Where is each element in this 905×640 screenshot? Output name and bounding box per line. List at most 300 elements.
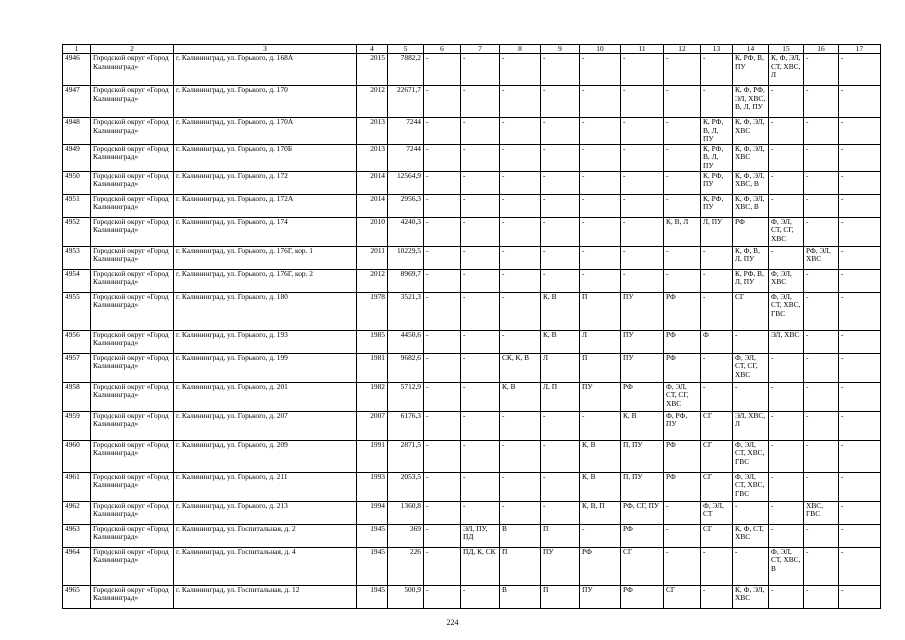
col-header: 7: [461, 45, 500, 54]
table-cell: -: [664, 524, 701, 547]
table-cell: -: [701, 292, 733, 330]
table-cell: г. Калининград, ул. Горького, д. 180: [174, 292, 357, 330]
table-row: [63, 524, 881, 547]
table-cell: К, В, Л: [664, 217, 701, 246]
table-cell: В: [500, 524, 541, 547]
table-cell: -: [500, 292, 541, 330]
table-cell: -: [500, 86, 541, 118]
table-cell: К, Ф, ЭЛ, ХВС: [733, 144, 769, 171]
table-cell: -: [621, 194, 664, 217]
table-cell: -: [424, 501, 461, 524]
table-cell: -: [461, 585, 500, 608]
table-cell: 2011: [357, 246, 388, 269]
table-cell: 2014: [357, 194, 388, 217]
table-cell: г. Калининград, ул. Горького, д. 168А: [174, 54, 357, 86]
table-cell: СГ: [701, 440, 733, 472]
table-cell: СГ: [701, 472, 733, 501]
table-cell: -: [424, 54, 461, 86]
table-cell: 1981: [357, 353, 388, 382]
table-cell: -: [839, 246, 881, 269]
table-cell: г. Калининград, ул. Горького, д. 207: [174, 411, 357, 440]
table-cell: Городской округ «Город Калининград»: [91, 330, 174, 353]
table-cell: ПУ: [541, 547, 580, 585]
table-cell: Л, П: [541, 382, 580, 411]
table-cell: СГ: [701, 411, 733, 440]
table-cell: РФ, СГ, ПУ: [621, 501, 664, 524]
table-cell: -: [701, 86, 733, 118]
table-cell: -: [500, 411, 541, 440]
table-cell: -: [769, 585, 804, 608]
table-cell: -: [839, 353, 881, 382]
col-header: 4: [357, 45, 388, 54]
header-row: [63, 45, 881, 54]
table-cell: 2014: [357, 171, 388, 194]
table-cell: 4947: [63, 86, 91, 118]
table-cell: РФ, ЭЛ, ХВС: [804, 246, 839, 269]
table-cell: 7882,2: [388, 54, 424, 86]
table-cell: -: [804, 330, 839, 353]
table-header: [63, 45, 881, 54]
table-cell: К, Ф, СТ, ХВС: [733, 524, 769, 547]
table-cell: -: [580, 411, 621, 440]
table-cell: -: [580, 269, 621, 292]
table-cell: ПУ: [621, 292, 664, 330]
table-cell: -: [839, 194, 881, 217]
table-cell: -: [839, 330, 881, 353]
table-cell: -: [424, 144, 461, 171]
table-cell: -: [839, 118, 881, 145]
table-cell: Ф, ЭЛ, СТ, ХВС, ГВС: [769, 292, 804, 330]
table-row: [63, 382, 881, 411]
table-cell: -: [424, 472, 461, 501]
table-cell: -: [424, 585, 461, 608]
table-cell: -: [804, 382, 839, 411]
table-cell: -: [461, 353, 500, 382]
table-cell: -: [461, 501, 500, 524]
table-cell: Ф, ЭЛ, СТ, СГ, ХВС: [769, 217, 804, 246]
table-body: [63, 54, 881, 609]
table-cell: -: [580, 524, 621, 547]
table-cell: -: [769, 246, 804, 269]
table-cell: г. Калининград, ул. Горького, д. 176Г, кор. 2: [174, 269, 357, 292]
table-cell: П: [580, 292, 621, 330]
table-cell: г. Калининград, ул. Горького, д. 172А: [174, 194, 357, 217]
table-cell: СГ: [621, 547, 664, 585]
table-cell: -: [461, 194, 500, 217]
table-cell: -: [769, 382, 804, 411]
table-row: [63, 472, 881, 501]
col-header: 6: [424, 45, 461, 54]
table-cell: -: [541, 217, 580, 246]
table-cell: К, В: [621, 411, 664, 440]
table-cell: -: [541, 194, 580, 217]
register-table: [62, 44, 881, 609]
table-cell: -: [769, 144, 804, 171]
table-cell: -: [701, 269, 733, 292]
table-cell: Ф, ЭЛ, СТ, СГ, ХВС: [733, 353, 769, 382]
table-cell: г. Калининград, ул. Горького, д. 209: [174, 440, 357, 472]
table-cell: г. Калининград, ул. Горького, д. 201: [174, 382, 357, 411]
table-cell: -: [424, 440, 461, 472]
table-cell: К, РФ, В, Л, ПУ: [701, 144, 733, 171]
table-cell: Ф, ЭЛ, СТ, ХВС, ГВС: [733, 472, 769, 501]
table-cell: П, ПУ: [621, 472, 664, 501]
table-cell: 8969,7: [388, 269, 424, 292]
table-cell: -: [500, 194, 541, 217]
table-cell: -: [424, 330, 461, 353]
table-cell: -: [769, 118, 804, 145]
table-cell: 4961: [63, 472, 91, 501]
table-cell: -: [541, 54, 580, 86]
table-cell: -: [461, 330, 500, 353]
table-cell: -: [769, 501, 804, 524]
table-cell: -: [804, 440, 839, 472]
col-header: 10: [580, 45, 621, 54]
table-cell: -: [701, 54, 733, 86]
table-row: [63, 217, 881, 246]
table-cell: -: [804, 411, 839, 440]
col-header: 8: [500, 45, 541, 54]
table-cell: СК, К, В: [500, 353, 541, 382]
table-cell: -: [461, 144, 500, 171]
table-cell: 1945: [357, 547, 388, 585]
table-cell: г. Калининград, ул. Горького, д. 170Б: [174, 144, 357, 171]
table-cell: РФ: [580, 547, 621, 585]
table-cell: -: [424, 292, 461, 330]
table-cell: -: [541, 440, 580, 472]
table-cell: ЭЛ, ПУ, ПД: [461, 524, 500, 547]
table-cell: -: [733, 501, 769, 524]
table-cell: -: [664, 144, 701, 171]
table-cell: 4948: [63, 118, 91, 145]
table-cell: 7244: [388, 118, 424, 145]
table-cell: г. Калининград, ул. Горького, д. 170А: [174, 118, 357, 145]
table-cell: -: [461, 382, 500, 411]
table-cell: Л: [541, 353, 580, 382]
table-cell: К, В: [500, 382, 541, 411]
table-cell: 1985: [357, 330, 388, 353]
table-cell: -: [839, 524, 881, 547]
table-cell: 4956: [63, 330, 91, 353]
table-cell: К, РФ, В, Л, ПУ: [701, 118, 733, 145]
table-row: [63, 353, 881, 382]
table-cell: -: [769, 411, 804, 440]
table-cell: -: [839, 217, 881, 246]
table-cell: 4965: [63, 585, 91, 608]
table-cell: -: [500, 217, 541, 246]
table-cell: -: [621, 269, 664, 292]
table-cell: -: [839, 501, 881, 524]
table-cell: -: [461, 440, 500, 472]
table-cell: -: [701, 547, 733, 585]
table-cell: Л: [580, 330, 621, 353]
table-cell: 2013: [357, 144, 388, 171]
table-cell: -: [701, 585, 733, 608]
table-cell: -: [664, 171, 701, 194]
table-cell: -: [461, 217, 500, 246]
table-cell: -: [461, 171, 500, 194]
table-cell: 1360,8: [388, 501, 424, 524]
table-cell: РФ: [733, 217, 769, 246]
table-cell: -: [500, 330, 541, 353]
table-cell: Городской округ «Город Калининград»: [91, 440, 174, 472]
col-header: 5: [388, 45, 424, 54]
table-cell: -: [621, 144, 664, 171]
table-cell: -: [580, 194, 621, 217]
table-cell: К, РФ, В, ПУ: [733, 54, 769, 86]
table-cell: Городской округ «Город Калининград»: [91, 246, 174, 269]
table-cell: -: [580, 54, 621, 86]
table-cell: РФ: [621, 585, 664, 608]
table-cell: -: [621, 217, 664, 246]
table-cell: К, Ф, ЭЛ, СТ, ХВС, Л: [769, 54, 804, 86]
table-cell: ПУ: [580, 382, 621, 411]
table-cell: 4952: [63, 217, 91, 246]
table-cell: 4951: [63, 194, 91, 217]
table-cell: -: [500, 269, 541, 292]
table-cell: 4962: [63, 501, 91, 524]
table-cell: В: [500, 585, 541, 608]
table-cell: 4450,6: [388, 330, 424, 353]
table-cell: -: [621, 246, 664, 269]
table-row: [63, 547, 881, 585]
col-header: 16: [804, 45, 839, 54]
table-cell: 4946: [63, 54, 91, 86]
table-cell: Городской округ «Город Калининград»: [91, 472, 174, 501]
table-cell: К, В: [580, 472, 621, 501]
col-header: 15: [769, 45, 804, 54]
table-cell: -: [621, 86, 664, 118]
table-cell: П, ПУ: [621, 440, 664, 472]
table-cell: -: [500, 440, 541, 472]
table-cell: Городской округ «Город Калининград»: [91, 194, 174, 217]
table-cell: Ф, ЭЛ, СТ, ХВС, ГВС: [733, 440, 769, 472]
table-row: [63, 171, 881, 194]
table-cell: -: [424, 194, 461, 217]
col-header: 1: [63, 45, 91, 54]
table-cell: -: [804, 547, 839, 585]
table-cell: -: [769, 353, 804, 382]
table-cell: -: [804, 54, 839, 86]
table-cell: -: [461, 269, 500, 292]
table-cell: -: [804, 292, 839, 330]
table-cell: -: [664, 269, 701, 292]
table-cell: -: [580, 118, 621, 145]
table-cell: Городской округ «Город Калининград»: [91, 585, 174, 608]
table-cell: г. Калининград, ул. Горького, д. 170: [174, 86, 357, 118]
table-cell: Городской округ «Город Калининград»: [91, 292, 174, 330]
table-cell: 369: [388, 524, 424, 547]
table-cell: -: [839, 86, 881, 118]
table-cell: -: [424, 86, 461, 118]
table-row: [63, 246, 881, 269]
table-cell: -: [424, 269, 461, 292]
table-cell: -: [769, 524, 804, 547]
table-cell: 4955: [63, 292, 91, 330]
table-cell: К, В: [580, 440, 621, 472]
table-cell: -: [541, 171, 580, 194]
table-cell: -: [664, 86, 701, 118]
table-cell: Л, ПУ: [701, 217, 733, 246]
table-cell: -: [839, 585, 881, 608]
table-cell: ПУ: [621, 353, 664, 382]
table-cell: -: [839, 144, 881, 171]
table-cell: Ф, ЭЛ, ХВС: [769, 269, 804, 292]
table-cell: г. Калининград, ул. Горького, д. 199: [174, 353, 357, 382]
table-cell: Городской округ «Город Калининград»: [91, 217, 174, 246]
table-cell: -: [424, 118, 461, 145]
table-cell: К, Ф, ЭЛ, ХВС: [733, 118, 769, 145]
col-header: 13: [701, 45, 733, 54]
table-cell: РФ: [621, 524, 664, 547]
table-cell: 4963: [63, 524, 91, 547]
table-cell: 1945: [357, 585, 388, 608]
table-cell: -: [500, 501, 541, 524]
table-cell: -: [500, 171, 541, 194]
table-cell: П: [541, 585, 580, 608]
table-cell: СГ: [664, 585, 701, 608]
table-cell: К, В: [541, 292, 580, 330]
table-cell: -: [839, 440, 881, 472]
table-cell: -: [541, 86, 580, 118]
table-cell: г. Калининград, ул. Госпитальная, д. 2: [174, 524, 357, 547]
table-cell: -: [664, 547, 701, 585]
table-cell: 6176,3: [388, 411, 424, 440]
table-cell: К, РФ, В, Л, ПУ: [733, 269, 769, 292]
table-cell: -: [500, 246, 541, 269]
table-cell: -: [621, 54, 664, 86]
table-cell: г. Калининград, ул. Горького, д. 211: [174, 472, 357, 501]
table-cell: -: [664, 246, 701, 269]
table-cell: ПУ: [621, 330, 664, 353]
table-cell: К, РФ, ПУ: [701, 194, 733, 217]
table-cell: -: [500, 54, 541, 86]
table-cell: -: [424, 547, 461, 585]
table-cell: -: [839, 54, 881, 86]
table-row: [63, 585, 881, 608]
table-cell: 4240,3: [388, 217, 424, 246]
table-cell: 22671,7: [388, 86, 424, 118]
table-cell: К, В: [541, 330, 580, 353]
table-cell: -: [580, 171, 621, 194]
table-cell: 1982: [357, 382, 388, 411]
table-cell: -: [541, 501, 580, 524]
table-cell: 12564,9: [388, 171, 424, 194]
table-cell: -: [580, 246, 621, 269]
table-cell: -: [701, 246, 733, 269]
table-cell: 7244: [388, 144, 424, 171]
table-cell: -: [621, 171, 664, 194]
table-cell: 5712,9: [388, 382, 424, 411]
table-cell: 1991: [357, 440, 388, 472]
table-cell: К, РФ, ПУ: [701, 171, 733, 194]
table-cell: Ф, РФ, ПУ: [664, 411, 701, 440]
table-cell: -: [804, 472, 839, 501]
table-cell: -: [733, 547, 769, 585]
table-cell: 4953: [63, 246, 91, 269]
table-cell: 9682,6: [388, 353, 424, 382]
table-cell: -: [424, 411, 461, 440]
table-row: [63, 411, 881, 440]
table-cell: РФ: [664, 292, 701, 330]
table-cell: Городской округ «Город Калининград»: [91, 353, 174, 382]
table-cell: -: [804, 171, 839, 194]
col-header: 9: [541, 45, 580, 54]
table-cell: 4959: [63, 411, 91, 440]
table-cell: -: [424, 217, 461, 246]
table-cell: Городской округ «Город Калининград»: [91, 547, 174, 585]
table-cell: -: [769, 472, 804, 501]
table-cell: ХВС, ГВС: [804, 501, 839, 524]
table-cell: П: [500, 547, 541, 585]
table-cell: П: [541, 524, 580, 547]
table-cell: -: [664, 501, 701, 524]
table-cell: -: [461, 246, 500, 269]
table-cell: -: [580, 86, 621, 118]
table-cell: 10229,5: [388, 246, 424, 269]
table-cell: -: [541, 144, 580, 171]
table-cell: Городской округ «Город Калининград»: [91, 118, 174, 145]
col-header: 12: [664, 45, 701, 54]
table-cell: -: [769, 194, 804, 217]
table-cell: -: [500, 472, 541, 501]
table-cell: К, В, П: [580, 501, 621, 524]
table-cell: СГ: [701, 524, 733, 547]
table-cell: 4954: [63, 269, 91, 292]
table-cell: 4957: [63, 353, 91, 382]
table-cell: -: [804, 353, 839, 382]
table-cell: К, Ф, В, Л, ПУ: [733, 246, 769, 269]
table-cell: -: [621, 118, 664, 145]
table-cell: г. Калининград, ул. Горького, д. 176Г, кор. 1: [174, 246, 357, 269]
table-cell: -: [839, 382, 881, 411]
table-cell: -: [664, 54, 701, 86]
table-cell: -: [804, 524, 839, 547]
table-cell: -: [839, 472, 881, 501]
col-header: 3: [174, 45, 357, 54]
table-cell: Городской округ «Город Калининград»: [91, 501, 174, 524]
table-cell: 3521,3: [388, 292, 424, 330]
table-cell: Городской округ «Город Калининград»: [91, 171, 174, 194]
table-cell: -: [424, 524, 461, 547]
table-row: [63, 292, 881, 330]
table-row: [63, 118, 881, 145]
table-cell: -: [461, 118, 500, 145]
table-cell: -: [541, 269, 580, 292]
table-cell: -: [804, 118, 839, 145]
table-cell: -: [461, 86, 500, 118]
table-cell: -: [839, 547, 881, 585]
table-cell: 1994: [357, 501, 388, 524]
table-cell: ПУ: [580, 585, 621, 608]
table-cell: 2871,5: [388, 440, 424, 472]
table-cell: г. Калининград, ул. Горького, д. 174: [174, 217, 357, 246]
table-cell: -: [541, 118, 580, 145]
table-cell: РФ: [664, 353, 701, 382]
table-cell: -: [541, 246, 580, 269]
table-cell: 1945: [357, 524, 388, 547]
table-cell: г. Калининград, ул. Горького, д. 213: [174, 501, 357, 524]
table-cell: ЭЛ, ХВС, Л: [733, 411, 769, 440]
table-row: [63, 144, 881, 171]
table-cell: 1978: [357, 292, 388, 330]
table-cell: П: [580, 353, 621, 382]
table-cell: -: [769, 440, 804, 472]
table-cell: Городской округ «Город Калининград»: [91, 86, 174, 118]
table-cell: 2010: [357, 217, 388, 246]
table-cell: 2007: [357, 411, 388, 440]
table-cell: 2012: [357, 86, 388, 118]
